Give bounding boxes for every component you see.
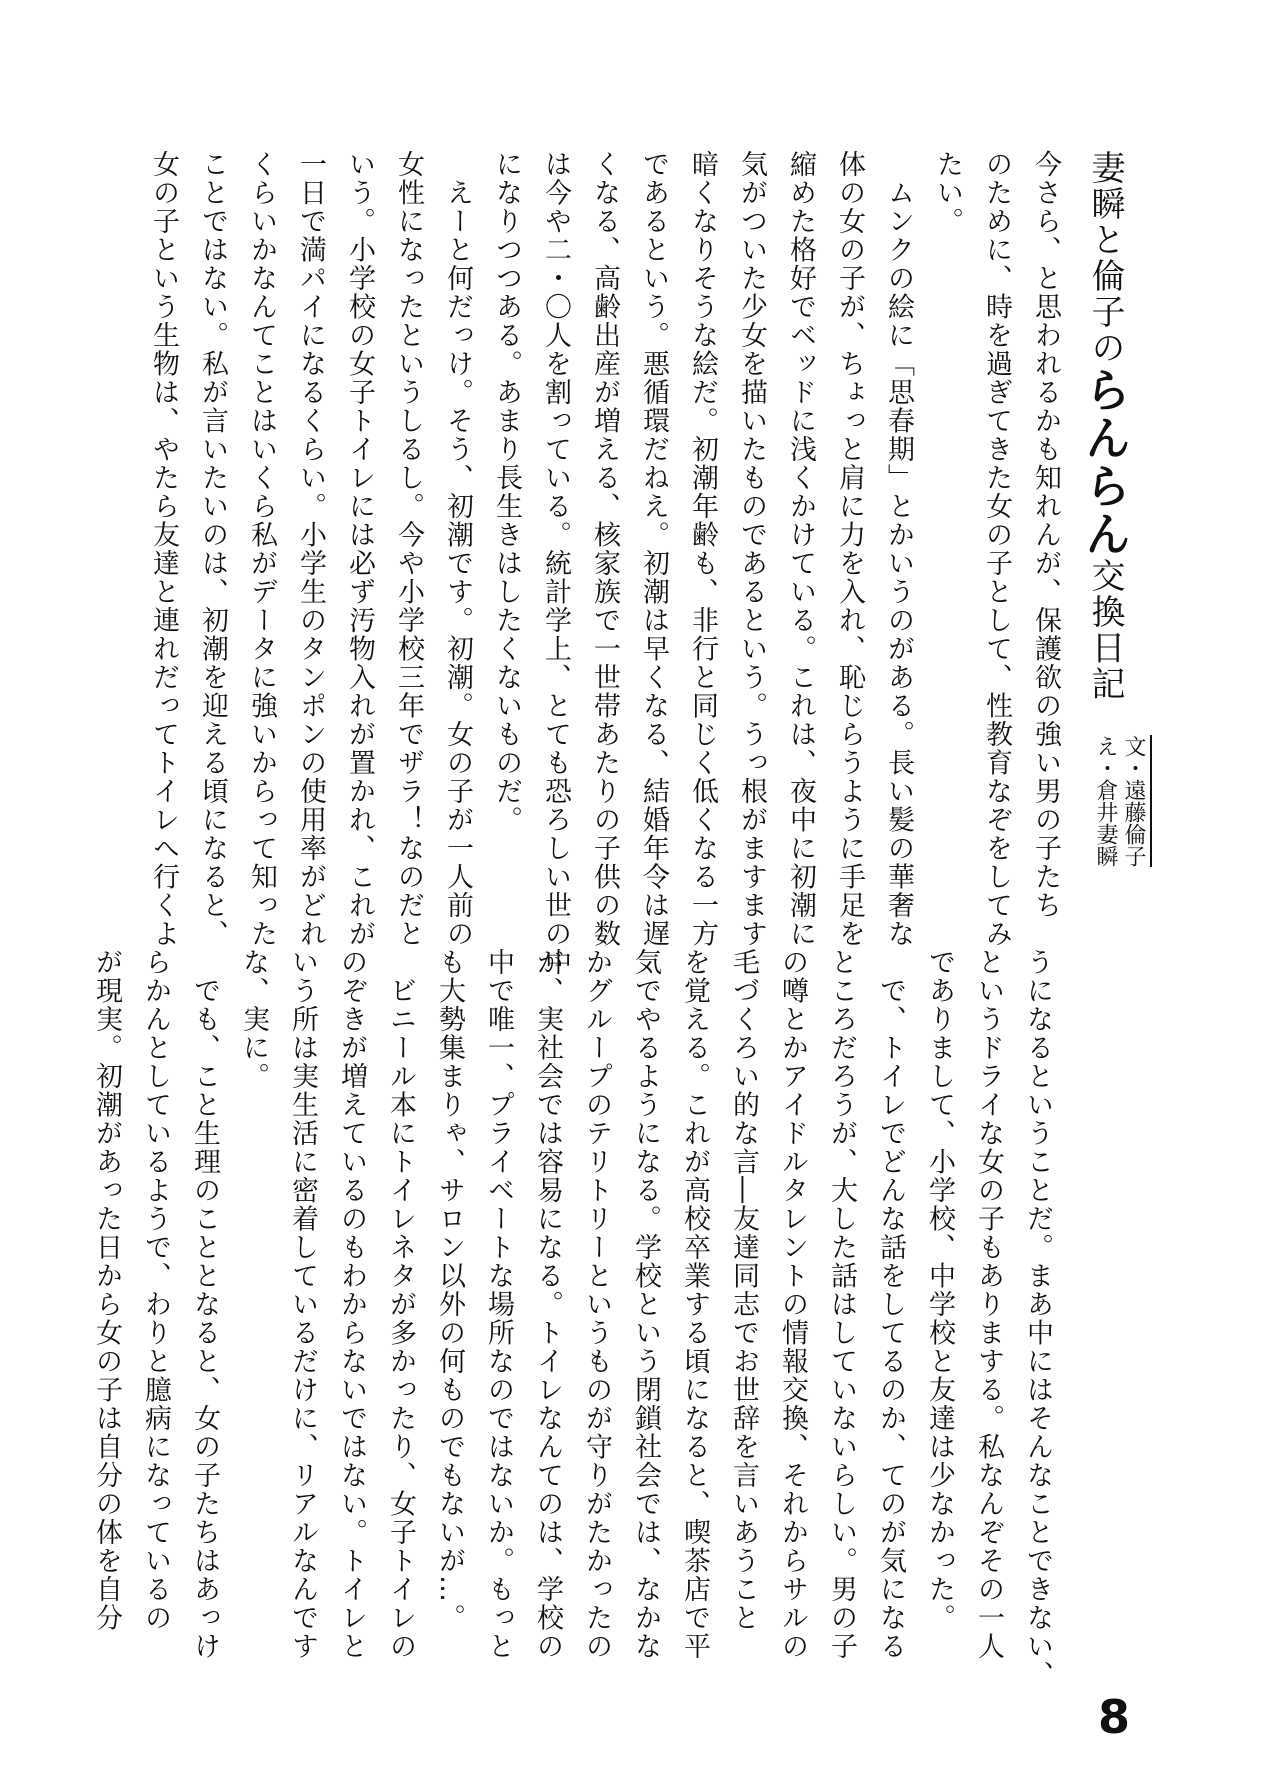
title-line [1080,150,1130,790]
text-column: 縮めた格好でベッドに浅くかけている。これは、夜中に初潮に [785,150,816,948]
text-column: いう所は実生活に密着しているだけに、リアルなんです [287,948,318,1661]
byline [1091,735,1152,867]
title-emphasis: らんらん [1078,366,1132,558]
text-column: というドライな女の子もありまする。私なんぞその一人 [973,948,1004,1661]
text-column: いう。小学校の女子トイレには必ず汚物入れが置かれ、これが [344,150,375,948]
text-column: な、実に。 [238,948,269,1091]
text-column: は今や二・〇人を割っている。統計学上、とても恐ろしい世の中 [540,150,571,977]
text-column: かグループのテリトリーというものが守りがたかったの [581,948,612,1661]
text-column: 女性になったというしるし。今や小学校三年でザラ！なのだと [393,150,424,948]
text-column: 気がついた少女を描いたものであるという。うっ根がますます [736,150,767,948]
text-column: を覚える。これが高校卒業する頃になると、喫茶店で平 [679,948,710,1661]
text-column: くらいかなんてことはいくら私がデータに強いからって知った [246,150,277,948]
text-column: ことではない。私が言いたいのは、初潮を迎える頃になると、 [197,150,228,948]
text-column: ムンクの絵に「思春期」とかいうのがある。長い髪の華奢な [883,150,914,948]
text-column: 毛づくろい的な言―友達同志でお世辞を言いあうこと [728,948,759,1632]
text-column: のために、時を過ぎてきた女の子として、性教育なぞをしてみ [981,150,1012,948]
text-column: うになるということだ。まあ中にはそんなことできない、 [1022,948,1053,1689]
page-number: 8 [1097,1690,1130,1744]
byline-author: 文・遠藤倫子 [1121,735,1146,867]
text-column: ところだろうが、大した話はしていないらしい。男の子 [826,948,857,1661]
bottom-text-block [82,948,1062,1708]
text-column: 一日で満パイになるくらい。小学生のタンポンの使用率がどれ [295,150,326,948]
article-title [1080,150,1130,790]
text-column: たい。 [932,150,963,236]
text-column: 今さら、と思われるかも知れんが、保護欲の強い男の子たち [1030,150,1061,920]
title-suffix: 交換日記 [1085,558,1125,702]
text-column: の噂とかアイドルタレントの情報交換、それからサルの [777,948,808,1661]
text-column: 気でやるようになる。学校という閉鎖社会では、なかな [630,948,661,1661]
text-column: ビニール本にトイレネタが多かったり、女子トイレの [385,948,416,1661]
text-column: でありまして、小学校、中学校と友達は少なかった。 [924,948,955,1632]
text-column: のぞきが増えているのもわからないではない。トイレと [336,948,367,1661]
text-column: が現実。初潮があった日から女の子は自分の体を自分 [91,948,122,1632]
text-column: になりつつある。あまり長生きはしたくないものだ。 [491,150,522,834]
text-column: でも、こと生理のこととなると、女の子たちはあっけ [189,948,220,1661]
top-text-block [139,150,1070,977]
text-column: 中で唯一、プライベートな場所なのではないか。もっと [483,948,514,1661]
text-column: が、実社会では容易になる。トイレなんてのは、学校の [532,948,563,1661]
text-column: 女の子という生物は、やたら友達と連れだってトイレへ行くよ [148,150,179,948]
text-column: くなる、高齢出産が増える、核家族で一世帯あたりの子供の数 [589,150,620,948]
text-column: で、トイレでどんな話をしてるのか、てのが気になる [875,948,906,1661]
text-column: であるという。悪循環だねえ。初潮は早くなる、結婚年令は遅 [638,150,669,948]
text-column: えーと何だっけ。そう、初潮です。初潮。女の子が一人前の [442,150,473,948]
title-prefix: 妻瞬と倫子の [1085,150,1125,366]
text-column: らかんとしているようで、わりと臆病になっているの [140,948,171,1632]
text-column: 体の女の子が、ちょっと肩に力を入れ、恥じらうように手足を [834,150,865,948]
byline-illustrator: え・倉井妻瞬 [1093,735,1118,867]
text-column: も大勢集まりゃ、サロン以外の何ものでもないが…。 [434,948,465,1632]
text-column: 暗くなりそうな絵だ。初潮年齢も、非行と同じく低くなる一方 [687,150,718,948]
